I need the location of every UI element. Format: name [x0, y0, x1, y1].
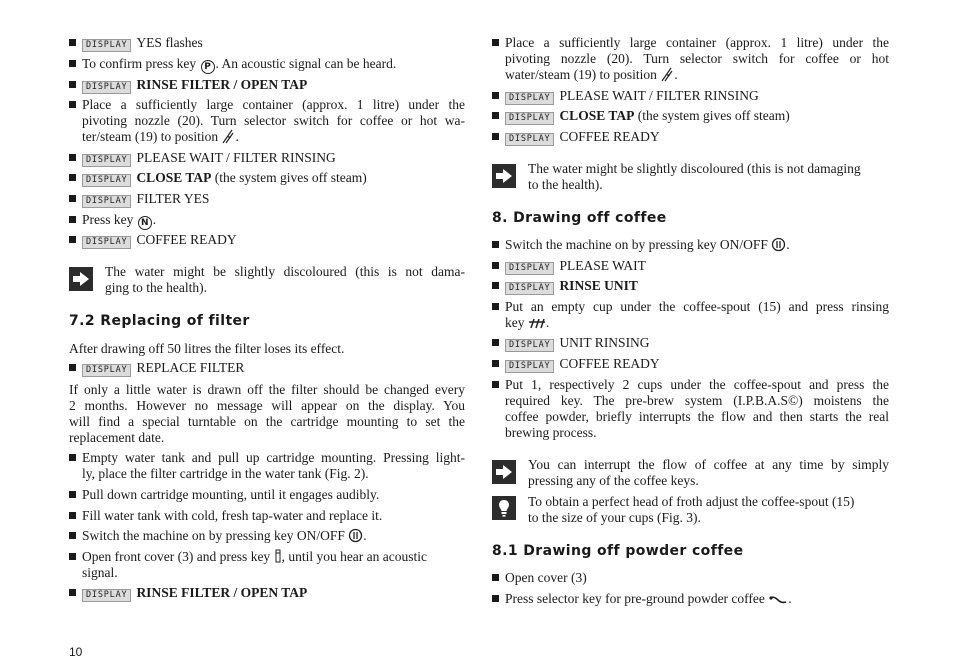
list-item	[69, 360, 465, 377]
note-line: to the health).	[528, 177, 603, 192]
list-item-continued: key .	[505, 315, 550, 330]
display-icon: DISPLAY	[82, 154, 131, 167]
list-item	[69, 508, 465, 524]
n-key-icon: N	[138, 216, 152, 230]
item-text: pivoting nozzle (20). Turn selector switch for coffee or hot wa-	[82, 113, 465, 128]
rinse-key-icon	[528, 317, 546, 330]
item-text: water/steam (19) to position	[505, 67, 657, 82]
display-icon: DISPLAY	[505, 282, 554, 295]
item-text: UNIT RINSING	[559, 335, 650, 350]
note-text	[105, 280, 465, 296]
item-text: Press key	[82, 212, 134, 227]
section-heading-7-2: 7.2 Replacing of filter	[69, 313, 250, 329]
item-text: key	[505, 315, 525, 330]
item-text: pivoting nozzle (20). Turn selector switch for coffee or hot	[505, 51, 889, 66]
list-item	[492, 299, 889, 315]
paragraph: replacement date.	[69, 430, 165, 445]
item-text: Press selector key for pre-ground powder coffee	[505, 591, 765, 606]
item-text: RINSE UNIT	[559, 278, 638, 293]
item-text: required key. The pre-brew system (I.P.B.A.S©) moistens the	[505, 393, 889, 408]
display-icon: DISPLAY	[505, 133, 554, 146]
note-line: The water might be slightly discoloured (this is not damaging	[528, 161, 861, 176]
display-icon: DISPLAY	[505, 92, 554, 105]
item-text: ly, place the filter cartridge in the water tank (Fig. 2).	[82, 466, 369, 481]
list-item	[69, 77, 465, 94]
list-item	[492, 377, 889, 393]
list-item	[69, 450, 465, 466]
page-number: 10	[69, 645, 83, 659]
list-item-continued	[492, 393, 889, 409]
item-text: , until you hear an acoustic	[281, 549, 428, 564]
note-text	[105, 264, 465, 280]
item-text: (the system gives off steam)	[214, 170, 367, 185]
list-item	[69, 585, 465, 602]
steam-key-icon	[274, 549, 282, 564]
list-item	[492, 258, 889, 275]
list-item: Press selector key for pre-ground powder coffee .	[492, 591, 889, 607]
display-icon: DISPLAY	[505, 360, 554, 373]
display-icon: DISPLAY	[82, 81, 131, 94]
item-text: signal.	[82, 565, 118, 580]
note-text	[528, 494, 889, 510]
display-icon: DISPLAY	[82, 364, 131, 377]
note-line: The water might be slightly discoloured (this is not dama-	[105, 264, 465, 279]
item-text: PLEASE WAIT / FILTER RINSING	[136, 150, 336, 165]
list-item	[492, 570, 889, 586]
item-text: COFFEE READY	[136, 232, 237, 247]
item-text: Place a sufficiently large container (approx. 1 litre) under the	[82, 97, 465, 112]
item-text: CLOSE TAP	[559, 108, 635, 123]
note-line: ging to the health).	[105, 280, 207, 295]
steam-position-icon	[660, 67, 674, 82]
list-item: Press key N .	[69, 212, 465, 230]
item-text: YES flashes	[136, 35, 203, 50]
item-text: Put 1, respectively 2 cups under the coffee-spout and press the	[505, 377, 889, 392]
note-text	[528, 161, 889, 177]
note-text	[528, 177, 889, 193]
display-icon: DISPLAY	[82, 236, 131, 249]
note-line: You can interrupt the flow of coffee at any time by simply	[528, 457, 889, 472]
item-text: Switch the machine on by pressing key ON/OFF	[505, 237, 768, 252]
list-item	[492, 129, 889, 146]
note-text	[528, 510, 889, 526]
item-text: PLEASE WAIT	[559, 258, 646, 273]
note-text	[528, 473, 889, 489]
paragraph: 2 months. However no message will appear on the display. You	[69, 398, 465, 413]
note-line: pressing any of the coffee keys.	[528, 473, 699, 488]
list-item	[69, 232, 465, 249]
item-text: Empty water tank and pull up cartridge mounting. Pressing light-	[82, 450, 465, 465]
item-text: Pull down cartridge mounting, until it engages audibly.	[82, 487, 380, 502]
list-item	[492, 278, 889, 295]
item-text: Open front cover (3) and press key	[82, 549, 271, 564]
section-heading-8: 8. Drawing off coffee	[492, 210, 667, 226]
list-item	[69, 487, 465, 503]
item-text: To confirm press key	[82, 56, 197, 71]
arrow-note-icon	[69, 267, 93, 291]
list-item	[69, 35, 465, 52]
item-text: FILTER YES	[136, 191, 210, 206]
lightbulb-tip-icon	[492, 496, 516, 520]
item-text: RINSE FILTER / OPEN TAP	[136, 77, 308, 92]
list-item	[69, 191, 465, 208]
display-icon: DISPLAY	[505, 262, 554, 275]
list-item	[69, 97, 465, 113]
item-text: CLOSE TAP	[136, 170, 212, 185]
list-item-continued	[492, 51, 889, 67]
paragraph: will find a special turntable on the cartridge mounting to set the	[69, 414, 465, 429]
item-text: REPLACE FILTER	[136, 360, 245, 375]
list-item	[492, 88, 889, 105]
list-item	[69, 170, 465, 187]
list-item-continued: water/steam (19) to position .	[505, 67, 678, 82]
item-text: brewing process.	[505, 425, 597, 440]
item-text: ter/steam (19) to position	[82, 129, 219, 144]
item-text: RINSE FILTER / OPEN TAP	[136, 585, 308, 600]
list-item-continued	[492, 425, 889, 441]
display-icon: DISPLAY	[82, 174, 131, 187]
note-line: To obtain a perfect head of froth adjust the coffee-spout (15)	[528, 494, 855, 509]
list-item	[492, 356, 889, 373]
item-text: COFFEE READY	[559, 356, 660, 371]
list-item-continued	[69, 565, 465, 581]
display-icon: DISPLAY	[82, 589, 131, 602]
powder-coffee-icon	[768, 594, 788, 606]
list-item: Switch the machine on by pressing key ON/OFF .	[492, 237, 889, 253]
display-icon: DISPLAY	[82, 39, 131, 52]
list-item	[69, 56, 465, 74]
item-text: . An acoustic signal can be heard.	[215, 56, 397, 71]
item-text: Put an empty cup under the coffee-spout (15) and press rinsing	[505, 299, 889, 314]
list-item	[69, 549, 465, 565]
list-item-continued: ter/steam (19) to position .	[82, 129, 239, 144]
list-item-continued	[492, 409, 889, 425]
item-text: coffee powder, briefly interrupts the flow and then starts the real	[505, 409, 889, 424]
list-item	[69, 150, 465, 167]
arrow-note-icon	[492, 460, 516, 484]
note-text	[528, 457, 889, 473]
display-icon: DISPLAY	[505, 339, 554, 352]
display-icon: DISPLAY	[505, 112, 554, 125]
p-key-icon: P	[201, 60, 215, 74]
item-text: PLEASE WAIT / FILTER RINSING	[559, 88, 759, 103]
section-heading-8-1: 8.1 Drawing off powder coffee	[492, 543, 744, 559]
arrow-note-icon	[492, 164, 516, 188]
on-off-icon	[771, 237, 786, 252]
list-item: Switch the machine on by pressing key ON/OFF .	[69, 528, 465, 544]
list-item	[492, 335, 889, 352]
item-text: COFFEE READY	[559, 129, 660, 144]
item-text: Switch the machine on by pressing key ON/OFF	[82, 528, 345, 543]
display-icon: DISPLAY	[82, 195, 131, 208]
paragraph: If only a little water is drawn off the filter should be changed every	[69, 382, 465, 397]
on-off-icon	[348, 528, 363, 543]
list-item	[492, 35, 889, 51]
list-item-continued	[69, 466, 465, 482]
item-text: Place a sufficiently large container (approx. 1 litre) under the	[505, 35, 889, 50]
item-text: Fill water tank with cold, fresh tap-water and replace it.	[82, 508, 383, 523]
item-text: Open cover (3)	[505, 570, 587, 585]
note-line: to the size of your cups (Fig. 3).	[528, 510, 701, 525]
item-text: (the system gives off steam)	[637, 108, 790, 123]
list-item	[492, 108, 889, 125]
paragraph: After drawing off 50 litres the filter loses its effect.	[69, 341, 345, 356]
steam-position-icon	[221, 129, 235, 144]
list-item-continued	[69, 113, 465, 129]
